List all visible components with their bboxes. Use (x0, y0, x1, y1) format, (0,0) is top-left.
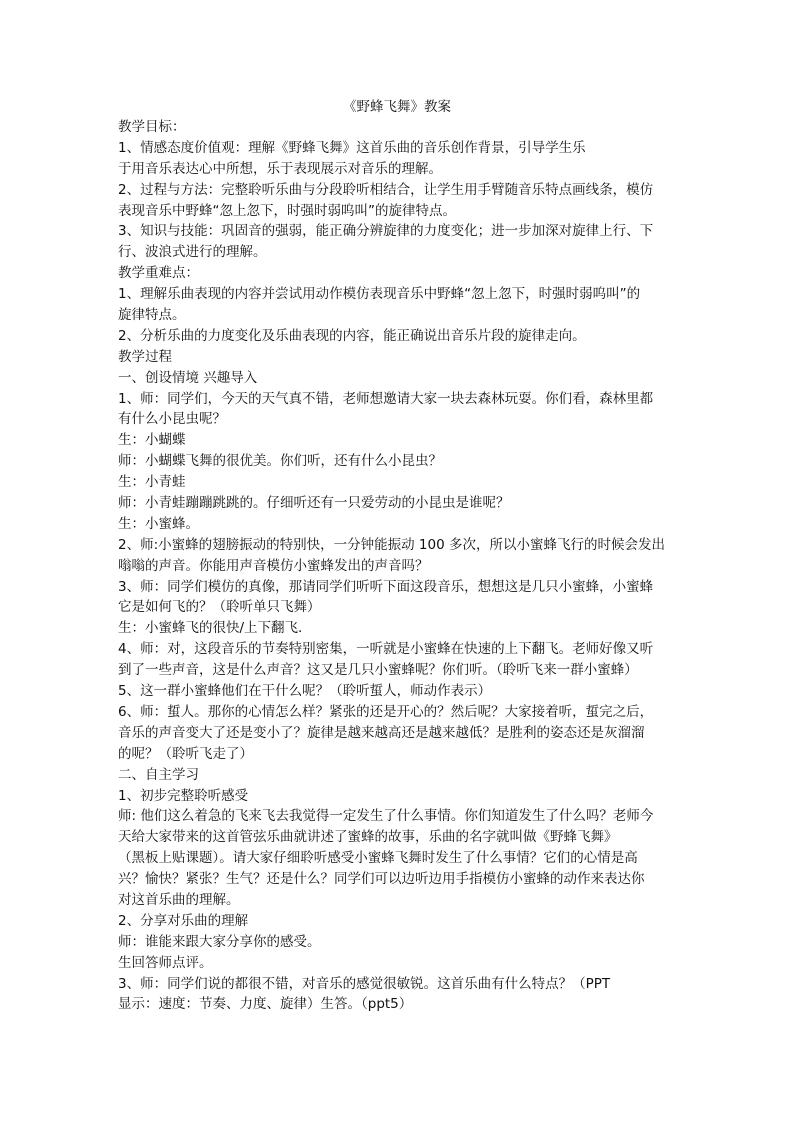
text-line: 生：小蜜蜂。 (118, 515, 199, 532)
text-line: 生：小蝴蝶 (118, 432, 186, 449)
text-line: 师：谁能来跟大家分享你的感受。 (118, 933, 321, 950)
text-line: 6、师：蜇人。那你的心情怎么样？紧张的还是开心的？然后呢？大家接着听，蜇完之后， (118, 703, 654, 720)
text-line: 1、师：同学们，今天的天气真不错，老师想邀请大家一块去森林玩耍。你们看，森林里都 (118, 390, 654, 407)
text-line: 1、情感态度价值观：理解《野蜂飞舞》这首乐曲的音乐创作背景，引导学生乐 (118, 139, 586, 156)
text-line: 兴？愉快？紧张？生气？还是什么？同学们可以边听边用手指模仿小蜜蜂的动作来表达你 (118, 871, 645, 888)
text-line: 3、师：同学们模仿的真像，那请同学们听听下面这段音乐，想想这是几只小蜜蜂，小蜜蜂 (118, 578, 654, 595)
text-line: 5、这一群小蜜蜂他们在干什么呢？（聆听蜇人，师动作表示） (118, 683, 492, 700)
text-line: 天给大家带来的这首管弦乐曲就讲述了蜜蜂的故事，乐曲的名字就叫做《野蜂飞舞》 (118, 829, 618, 846)
text-line: 2、过程与方法：完整聆听乐曲与分段聆听相结合，让学生用手臂随音乐特点画线条，模仿 (118, 181, 654, 198)
text-line: 2、分享对乐曲的理解 (118, 912, 249, 929)
text-line: 教学目标： (118, 119, 186, 135)
text-line: 生：小蜜蜂飞的很快/上下翻飞. (118, 620, 303, 637)
text-line: 3、知识与技能：巩固音的强弱，能正确分辨旋律的力度变化；进一步加深对旋律上行、下 (118, 223, 654, 240)
document-body (118, 117, 678, 1015)
text-line: 师: 他们这么着急的飞来飞去我觉得一定发生了什么事情。你们知道发生了什么吗？老师今 (118, 808, 654, 825)
text-line: 师：小青蛙蹦蹦跳跳的。仔细听还有一只爱劳动的小昆虫是谁呢？ (118, 495, 510, 512)
text-line: 一、创设情境 兴趣导入 (118, 369, 258, 386)
text-line: 的呢？（聆听飞走了） (118, 745, 253, 762)
text-line: 音乐的声音变大了还是变小了？旋律是越来越高还是越来越低？是胜利的姿态还是灰溜溜 (118, 724, 645, 741)
text-line: 行、波浪式进行的理解。 (118, 244, 267, 261)
text-line: 4、师：对，这段音乐的节奏特别密集，一听就是小蜜蜂在快速的上下翻飞。老师好像又听 (118, 641, 654, 658)
text-line: 到了一些声音，这是什么声音？这又是几只小蜜蜂呢？你们听。（聆听飞来一群小蜜蜂） (118, 662, 638, 679)
text-line: 嗡嗡的声音。你能用声音模仿小蜜蜂发出的声音吗？ (118, 557, 429, 574)
text-line: 2、师:小蜜蜂的翅膀振动的特别快，一分钟能振动 100 多次，所以小蜜蜂飞行的时候会发出 (118, 536, 665, 553)
text-line: 对这首乐曲的理解。 (118, 891, 240, 908)
text-line: （黑板上贴课题）。请大家仔细聆听感受小蜜蜂飞舞时发生了什么事情？它们的心情是高 (118, 850, 638, 867)
text-line: 教学重难点： (118, 265, 199, 282)
text-line: 生：小青蛙 (118, 474, 186, 491)
text-line: 1、初步完整聆听感受 (118, 787, 249, 804)
text-line: 3、师：同学们说的都很不错，对音乐的感觉很敏锐。这首乐曲有什么特点？（PPT (118, 975, 611, 992)
text-line: 2、分析乐曲的力度变化及乐曲表现的内容，能正确说出音乐片段的旋律走向。 (118, 327, 586, 344)
text-line: 它是如何飞的？（聆听单只飞舞） (118, 599, 321, 616)
text-line: 于用音乐表达心中所想，乐于表现展示对音乐的理解。 (118, 160, 442, 177)
text-line: 教学过程 (118, 348, 172, 365)
text-line: 表现音乐中野蜂“忽上忽下，时强时弱呜叫”的旋律特点。 (118, 202, 456, 219)
document-title: 《野蜂飞舞》教案 (343, 99, 451, 115)
text-line: 师：小蝴蝶飞舞的很优美。你们听，还有什么小昆虫？ (118, 453, 442, 470)
text-line: 旋律特点。 (118, 307, 186, 324)
text-line: 生回答师点评。 (118, 954, 213, 971)
text-line: 显示：速度：节奏、力度、旋律）生答。（ppt5） (118, 996, 413, 1013)
text-line: 有什么小昆虫呢？ (118, 411, 226, 428)
text-line: 1、理解乐曲表现的内容并尝试用动作模仿表现音乐中野蜂“忽上忽下，时强时弱呜叫”的 (118, 286, 641, 303)
text-line: 二、自主学习 (118, 766, 199, 783)
